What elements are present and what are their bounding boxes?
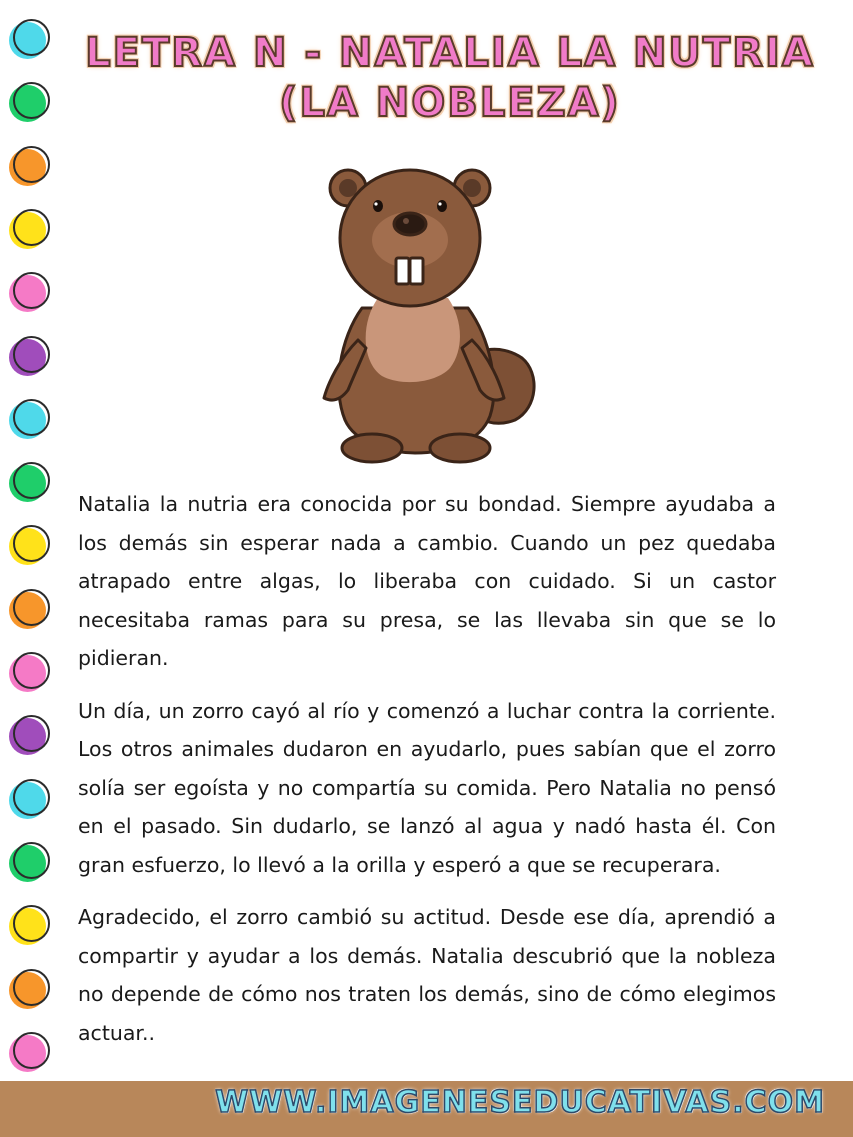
decorative-dot xyxy=(9,845,46,882)
beaver-illustration xyxy=(300,158,550,468)
beaver-icon xyxy=(300,158,550,468)
decorative-dot-ring xyxy=(13,715,50,752)
decorative-dot-ring xyxy=(13,336,50,373)
story-paragraph-3: Agradecido, el zorro cambió su actitud. Desde ese día, aprendió a compartir y ayudar a los demás. Natalia descubrió que la nobleza no depende de cómo nos traten los demás, sino de cómo elegimos actuar.. xyxy=(78,905,776,1045)
story-paragraph-2: Un día, un zorro cayó al río y comenzó a luchar contra la corriente. Los otros animales dudaron en ayudarlo, pues sabían que el zorro solía ser egoísta y no compartía su comida. Pero Natalia no pensó en el pasado. Sin dudarlo, se lanzó al agua y nadó hasta él. Con gran esfuerzo, lo llevó a la orilla y esperó a que se recuperara. xyxy=(78,698,776,877)
decorative-dot xyxy=(9,592,46,629)
story-paragraph-1: Natalia la nutria era conocida por su bondad. Siempre ayudaba a los demás sin esperar nada a cambio. Cuando un pez quedaba atrapado entre algas, lo liberaba con cuidado. Si un castor necesitaba ramas para su presa, se las llevaba sin que se lo pidieran. xyxy=(78,492,776,670)
decorative-dot xyxy=(9,402,46,439)
title-line-1: LETRA N - NATALIA LA NUTRIA xyxy=(85,30,815,76)
decorative-dot xyxy=(9,782,46,819)
footer-bar xyxy=(0,1081,853,1137)
decorative-dot xyxy=(9,149,46,186)
decorative-dot xyxy=(9,85,46,122)
decorative-dot xyxy=(9,275,46,312)
decorative-dot-ring xyxy=(13,146,50,183)
decorative-dot-ring xyxy=(13,842,50,879)
decorative-dot-ring xyxy=(13,82,50,119)
decorative-dot xyxy=(9,718,46,755)
decorative-dot-ring xyxy=(13,209,50,246)
title-line-2: (LA NOBLEZA) xyxy=(279,80,621,126)
decorative-dot-ring xyxy=(13,905,50,942)
decorative-dot-ring xyxy=(13,462,50,499)
decorative-dot-ring xyxy=(13,272,50,309)
decorative-dot-ring xyxy=(13,19,50,56)
decorative-dot xyxy=(9,22,46,59)
decorative-dot xyxy=(9,972,46,1009)
story-text xyxy=(78,485,776,1066)
decorative-dot xyxy=(9,528,46,565)
decorative-dot-ring xyxy=(13,525,50,562)
decorative-dot-border xyxy=(0,0,60,1137)
decorative-dot-ring xyxy=(13,779,50,816)
decorative-dot xyxy=(9,908,46,945)
decorative-dot-ring xyxy=(13,652,50,689)
decorative-dot xyxy=(9,465,46,502)
decorative-dot xyxy=(9,212,46,249)
decorative-dot-ring xyxy=(13,969,50,1006)
page-title xyxy=(60,28,840,128)
footer-website: WWW.IMAGENESEDUCATIVAS.COM xyxy=(215,1085,825,1120)
decorative-dot-ring xyxy=(13,1032,50,1069)
decorative-dot-ring xyxy=(13,589,50,626)
decorative-dot xyxy=(9,655,46,692)
decorative-dot xyxy=(9,1035,46,1072)
decorative-dot-ring xyxy=(13,399,50,436)
decorative-dot xyxy=(9,339,46,376)
